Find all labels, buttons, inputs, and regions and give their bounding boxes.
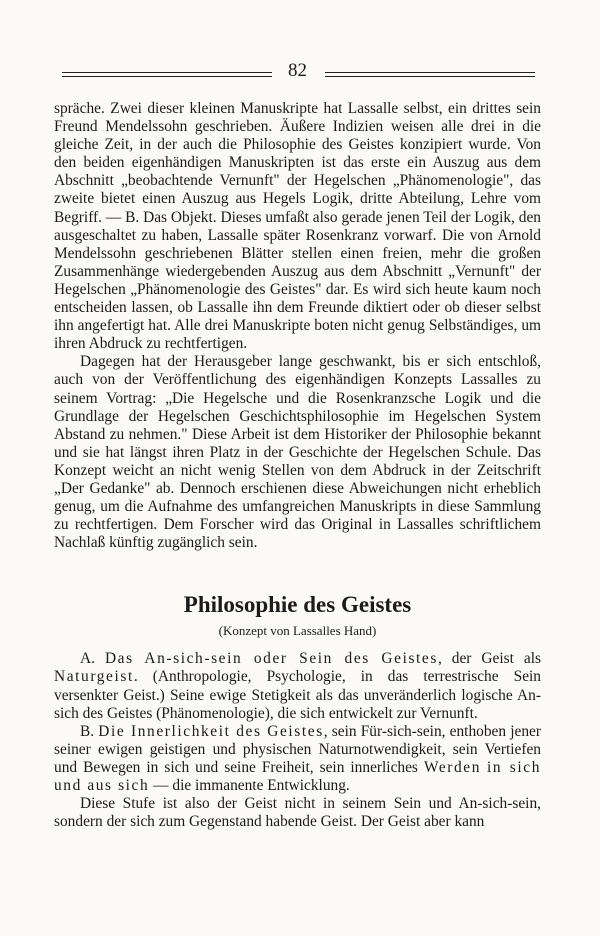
para-b-spaced-phrase: in sich und aus sich: [54, 758, 542, 794]
section-spacer: [54, 552, 541, 592]
document-page: [54, 58, 541, 831]
page-header: [54, 58, 541, 88]
page-number: 82: [288, 60, 307, 81]
body-paragraph-1: spräche. Zwei dieser kleinen Manuskripte hat Lassalle selbst, ein drittes sein Freund Mendelssohn geschrieben. Äußere Indizien weisen alle drei in die gleiche Zeit, in der auch die Philosophie des Geistes konzipiert wurde. Von den beiden eigenhändigen Manuskripten ist das erste ein Auszug aus dem Abschnitt „beobachtende Vernunft" der Hegelschen „Phänomenologie", das zweite bietet einen Auszug aus Hegels Logik, dritte Abteilung, Lehre vom Begriff. — B. Das Objekt. Dieses umfaßt also gerade jenen Teil der Logik, den ausgeschaltet zu haben, Lassalle später Rosenkranz vorwarf. Die von Arnold Mendelssohn geschriebenen Blätter stellen einen freien, mehr die großen Zusammenhänge wiedergebenden Auszug aus dem Abschnitt „Vernunft" der Hegelschen „Phänomenologie des Geistes" dar. Es wird sich heute kaum noch entscheiden lassen, ob Lassalle ihn dem Freunde diktiert oder ob dieser selbst ihn angefertigt hat. Alle drei Manuskripte boten nicht genug Selbständiges, um ihren Abdruck zu rechtfertigen.: [54, 100, 541, 353]
para-b-lead: B.: [80, 722, 99, 740]
para-a-spaced-heading: Das An-sich-sein oder Sein des Geistes: [104, 650, 438, 668]
para-a-spaced-term: Naturgeist: [54, 668, 134, 686]
para-a-mid: , der Geist als: [437, 650, 541, 668]
para-b-rest: — die immanente Entwicklung.: [149, 777, 350, 794]
header-rule-right: [325, 72, 535, 77]
body-paragraph-2: Dagegen hat der Herausgeber lange geschwankt, bis er sich entschloß, auch von der Veröffentlichung des eigenhändigen Konzepts Lassalles zu seinem Vortrag: „Die Hegelsche und die Rosenkranzsche Logik und die Grundlage der Hegelschen Geschichtsphilosophie im Hegelschen System Abstand zu nehmen." Diese Arbeit ist dem Historiker der Philosophie bekannt und sie hat längst ihren Platz in der Geschichte der Hegelschen Schule. Das Konzept weicht an nicht wenig Stellen von dem Abdruck in der Zeitschrift „Der Gedanke" ab. Dennoch erschienen diese Abweichungen nicht erheblich genug, um die Aufnahme des umfangreichen Manuskripts in diese Sammlung zu rechtfertigen. Dem Forscher wird das Original in Lassalles schriftlichem Nachlaß künftig zugänglich sein.: [54, 353, 541, 552]
section-subtitle: (Konzept von Lassalles Hand): [218, 623, 377, 639]
para-b-spaced-heading: Die Innerlichkeit des Geistes: [98, 722, 324, 740]
section-paragraph-c: Diese Stufe ist also der Geist nicht in seinem Sein und An-sich-sein, sondern der sich zum Gegenstand habende Geist. Der Geist aber kann: [54, 795, 541, 831]
para-a-lead: A.: [80, 650, 105, 668]
para-a-rest: . (Anthropologie, Psychologie, in das terrestrische Sein versenkter Geist.) Seine ewige Stetigkeit als das unveränderlich logische An-sich des Geistes (Phänomenologie), die sich entwickelt zur Vernunft.: [54, 668, 541, 722]
para-b-mid: , sein Für-sich-sein, enthoben jener seiner ewigen geistigen und physischen Naturnotwendigkeit, sein Vertiefen und Bewegen in sich und seine Freiheit, sein innerliches: [54, 722, 541, 776]
section-paragraph-b: [54, 723, 541, 795]
section-paragraph-a: [54, 650, 541, 722]
para-b-spaced-term: Werden: [423, 758, 482, 776]
section-title: Philosophie des Geistes: [183, 592, 412, 618]
